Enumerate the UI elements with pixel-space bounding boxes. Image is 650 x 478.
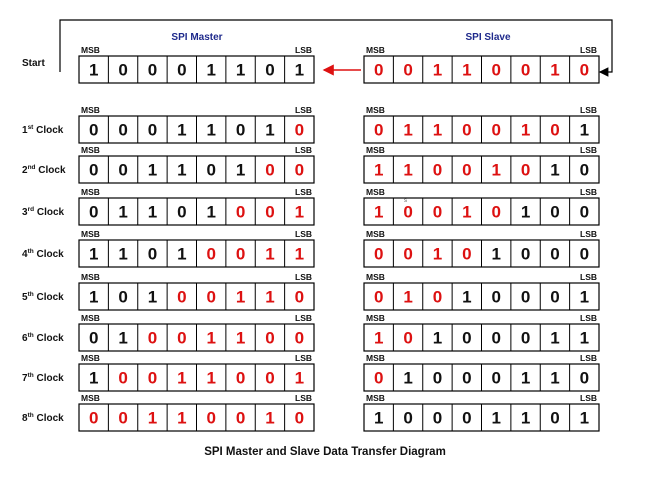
master-bit-7: 0 — [294, 287, 305, 307]
master-bit-7: 1 — [294, 244, 305, 264]
slave-msb-label: MSB — [366, 187, 385, 197]
master-msb-label: MSB — [81, 45, 100, 55]
master-lsb-label: LSB — [295, 145, 312, 155]
master-bit-6: 0 — [265, 368, 275, 388]
slave-bit-3: 1 — [462, 60, 472, 80]
master-bit-1: 0 — [118, 160, 128, 180]
master-msb-label: MSB — [81, 313, 100, 323]
row-label: 5th Clock — [22, 291, 64, 303]
slave-bit-7: 0 — [579, 244, 590, 264]
slave-bit-1: 1 — [403, 287, 413, 307]
slave-bit-6: 1 — [550, 160, 560, 180]
master-bit-3: 1 — [177, 244, 187, 264]
slave-bit-5: 1 — [520, 202, 531, 222]
master-bit-7: 1 — [294, 368, 305, 388]
slave-bit-6: 0 — [550, 408, 560, 428]
slave-msb-label: MSB — [366, 393, 385, 403]
master-bit-5: 1 — [235, 287, 246, 307]
master-bit-1: 0 — [118, 287, 128, 307]
master-msb-label: MSB — [81, 187, 100, 197]
slave-bit-3: 0 — [462, 408, 472, 428]
slave-bit-2: 1 — [432, 60, 443, 80]
slave-bit-1: 1 — [403, 120, 413, 140]
master-msb-label: MSB — [81, 393, 100, 403]
slave-bit-3: 0 — [462, 120, 472, 140]
slave-bit-1: 0 — [403, 408, 413, 428]
master-bit-5: 1 — [235, 328, 246, 348]
master-bit-4: 0 — [206, 244, 216, 264]
master-bit-6: 1 — [265, 287, 275, 307]
master-bit-5: 0 — [235, 368, 246, 388]
slave-msb-label: MSB — [366, 272, 385, 282]
slave-bit-5: 0 — [520, 328, 531, 348]
slave-bit-2: 1 — [432, 120, 443, 140]
slave-bit-3: 0 — [462, 160, 472, 180]
row-label: 7th Clock — [22, 372, 64, 384]
slave-bit-4: 0 — [491, 287, 501, 307]
slave-bit-3: 1 — [462, 287, 472, 307]
master-bit-7: 0 — [294, 408, 305, 428]
slave-bit-1: 0 — [403, 202, 413, 222]
slave-bit-7: 1 — [579, 328, 590, 348]
slave-bit-4: 0 — [491, 328, 501, 348]
master-bit-1: 0 — [118, 368, 128, 388]
master-bit-2: 1 — [147, 408, 158, 428]
slave-bit-3: 0 — [462, 244, 472, 264]
register-rows — [22, 45, 599, 431]
row-label: 3rd Clock — [22, 206, 65, 218]
slave-bit-0: 0 — [373, 368, 384, 388]
slave-bit-7: 0 — [579, 60, 590, 80]
master-bit-2: 0 — [147, 368, 158, 388]
master-bit-5: 1 — [235, 160, 246, 180]
master-bit-4: 0 — [206, 160, 216, 180]
master-bit-3: 0 — [177, 287, 187, 307]
slave-msb-label: MSB — [366, 105, 385, 115]
master-bit-4: 1 — [206, 328, 216, 348]
master-bit-4: 1 — [206, 202, 216, 222]
slave-lsb-label: LSB — [580, 45, 597, 55]
master-bit-6: 0 — [265, 160, 275, 180]
master-bit-2: 1 — [147, 202, 158, 222]
master-bit-6: 1 — [265, 120, 275, 140]
master-bit-3: 0 — [177, 202, 187, 222]
slave-bit-0: 0 — [373, 60, 384, 80]
master-bit-3: 1 — [177, 368, 187, 388]
master-msb-label: MSB — [81, 145, 100, 155]
master-lsb-label: LSB — [295, 272, 312, 282]
master-bit-3: 1 — [177, 408, 187, 428]
master-lsb-label: LSB — [295, 105, 312, 115]
slave-bit-5: 0 — [520, 287, 531, 307]
slave-msb-label: MSB — [366, 145, 385, 155]
diagram-caption: SPI Master and Slave Data Transfer Diagram — [204, 446, 446, 458]
slave-lsb-label: LSB — [580, 229, 597, 239]
slave-bit-4: 1 — [491, 244, 501, 264]
slave-bit-5: 0 — [520, 60, 531, 80]
master-bit-6: 0 — [265, 60, 275, 80]
slave-bit-5: 1 — [520, 120, 531, 140]
master-bit-5: 0 — [235, 244, 246, 264]
slave-bit-7: 0 — [579, 160, 590, 180]
slave-bit-2: 0 — [432, 368, 443, 388]
master-bit-6: 0 — [265, 328, 275, 348]
master-bit-0: 0 — [88, 328, 99, 348]
slave-bit-2: 0 — [432, 408, 443, 428]
slave-msb-label: MSB — [366, 313, 385, 323]
slave-bit-6: 0 — [550, 202, 560, 222]
slave-bit-3: 0 — [462, 328, 472, 348]
master-bit-1: 1 — [118, 328, 128, 348]
slave-bit-4: 0 — [491, 60, 501, 80]
master-msb-label: MSB — [81, 272, 100, 282]
master-bit-0: 0 — [88, 202, 99, 222]
master-msb-label: MSB — [81, 229, 100, 239]
slave-msb-label: MSB — [366, 353, 385, 363]
master-lsb-label: LSB — [295, 353, 312, 363]
master-bit-6: 0 — [265, 202, 275, 222]
slave-lsb-label: LSB — [580, 313, 597, 323]
master-bit-7: 1 — [294, 60, 305, 80]
master-bit-5: 0 — [235, 120, 246, 140]
master-bit-3: 0 — [177, 328, 187, 348]
master-title: SPI Master — [171, 32, 223, 43]
slave-bit-5: 1 — [520, 408, 531, 428]
slave-bit-5: 0 — [520, 244, 531, 264]
slave-bit-5: 0 — [520, 160, 531, 180]
master-lsb-label: LSB — [295, 229, 312, 239]
master-bit-1: 0 — [118, 60, 128, 80]
row-label: 6th Clock — [22, 332, 64, 344]
slave-bit-2: 0 — [432, 160, 443, 180]
slave-bit-6: 1 — [550, 60, 560, 80]
slave-bit-7: 0 — [579, 368, 590, 388]
row-label: Start — [22, 58, 45, 69]
slave-bit-4: 0 — [491, 368, 501, 388]
master-bit-3: 1 — [177, 120, 187, 140]
slave-bit-0: 0 — [373, 120, 384, 140]
master-bit-4: 1 — [206, 120, 216, 140]
slave-lsb-label: LSB — [580, 105, 597, 115]
slave-lsb-label: LSB — [580, 272, 597, 282]
slave-bit-4: 1 — [491, 408, 501, 428]
master-lsb-label: LSB — [295, 187, 312, 197]
master-bit-4: 1 — [206, 60, 216, 80]
slave-bit-7: 0 — [579, 202, 590, 222]
slave-bit-0: 0 — [373, 244, 384, 264]
slave-lsb-label: LSB — [580, 187, 597, 197]
slave-bit-2: 1 — [432, 328, 443, 348]
slave-bit-7: 1 — [579, 287, 590, 307]
master-bit-0: 1 — [88, 60, 99, 80]
slave-bit-6: 1 — [550, 368, 560, 388]
slave-small-mark: s — [404, 198, 407, 204]
master-bit-1: 0 — [118, 408, 128, 428]
slave-bit-3: 1 — [462, 202, 472, 222]
master-bit-5: 1 — [235, 60, 246, 80]
slave-msb-label: MSB — [366, 45, 385, 55]
master-bit-5: 0 — [235, 408, 246, 428]
master-bit-0: 1 — [88, 287, 99, 307]
master-bit-2: 1 — [147, 287, 158, 307]
slave-bit-3: 0 — [462, 368, 472, 388]
slave-bit-6: 0 — [550, 244, 560, 264]
row-label: 4th Clock — [22, 248, 64, 260]
master-bit-4: 0 — [206, 408, 216, 428]
master-bit-2: 0 — [147, 244, 158, 264]
slave-bit-1: 1 — [403, 368, 413, 388]
slave-bit-5: 1 — [520, 368, 531, 388]
master-bit-7: 0 — [294, 120, 305, 140]
slave-bit-6: 1 — [550, 328, 560, 348]
master-bit-1: 1 — [118, 244, 128, 264]
master-bit-3: 0 — [177, 60, 187, 80]
slave-bit-1: 1 — [403, 160, 413, 180]
master-bit-0: 0 — [88, 160, 99, 180]
master-bit-4: 1 — [206, 368, 216, 388]
row-label: 2nd Clock — [22, 164, 66, 176]
master-bit-7: 1 — [294, 202, 305, 222]
master-bit-0: 0 — [88, 408, 99, 428]
master-bit-2: 0 — [147, 120, 158, 140]
slave-bit-2: 1 — [432, 244, 443, 264]
slave-lsb-label: LSB — [580, 393, 597, 403]
slave-bit-7: 1 — [579, 120, 590, 140]
slave-title: SPI Slave — [465, 32, 511, 43]
master-lsb-label: LSB — [295, 393, 312, 403]
slave-msb-label: MSB — [366, 229, 385, 239]
master-bit-4: 0 — [206, 287, 216, 307]
master-bit-5: 0 — [235, 202, 246, 222]
row-label: 8th Clock — [22, 412, 64, 424]
master-bit-6: 1 — [265, 408, 275, 428]
slave-bit-6: 0 — [550, 120, 560, 140]
master-bit-0: 1 — [88, 244, 99, 264]
slave-bit-6: 0 — [550, 287, 560, 307]
slave-bit-0: 1 — [373, 328, 384, 348]
master-bit-1: 1 — [118, 202, 128, 222]
slave-bit-0: 1 — [373, 408, 384, 428]
slave-bit-1: 0 — [403, 244, 413, 264]
slave-bit-0: 0 — [373, 287, 384, 307]
slave-bit-4: 0 — [491, 202, 501, 222]
master-bit-0: 1 — [88, 368, 99, 388]
slave-bit-1: 0 — [403, 328, 413, 348]
slave-bit-0: 1 — [373, 160, 384, 180]
master-lsb-label: LSB — [295, 45, 312, 55]
master-bit-0: 0 — [88, 120, 99, 140]
master-bit-3: 1 — [177, 160, 187, 180]
master-bit-7: 0 — [294, 328, 305, 348]
slave-bit-4: 0 — [491, 120, 501, 140]
master-bit-1: 0 — [118, 120, 128, 140]
master-bit-6: 1 — [265, 244, 275, 264]
row-label: 1st Clock — [22, 124, 64, 136]
slave-bit-7: 1 — [579, 408, 590, 428]
master-bit-7: 0 — [294, 160, 305, 180]
slave-bit-1: 0 — [403, 60, 413, 80]
slave-lsb-label: LSB — [580, 145, 597, 155]
slave-bit-4: 1 — [491, 160, 501, 180]
slave-lsb-label: LSB — [580, 353, 597, 363]
master-bit-2: 0 — [147, 60, 158, 80]
slave-bit-2: 0 — [432, 202, 443, 222]
slave-bit-0: 1 — [373, 202, 384, 222]
master-msb-label: MSB — [81, 105, 100, 115]
master-msb-label: MSB — [81, 353, 100, 363]
slave-bit-2: 0 — [432, 287, 443, 307]
master-bit-2: 0 — [147, 328, 158, 348]
master-bit-2: 1 — [147, 160, 158, 180]
master-lsb-label: LSB — [295, 313, 312, 323]
